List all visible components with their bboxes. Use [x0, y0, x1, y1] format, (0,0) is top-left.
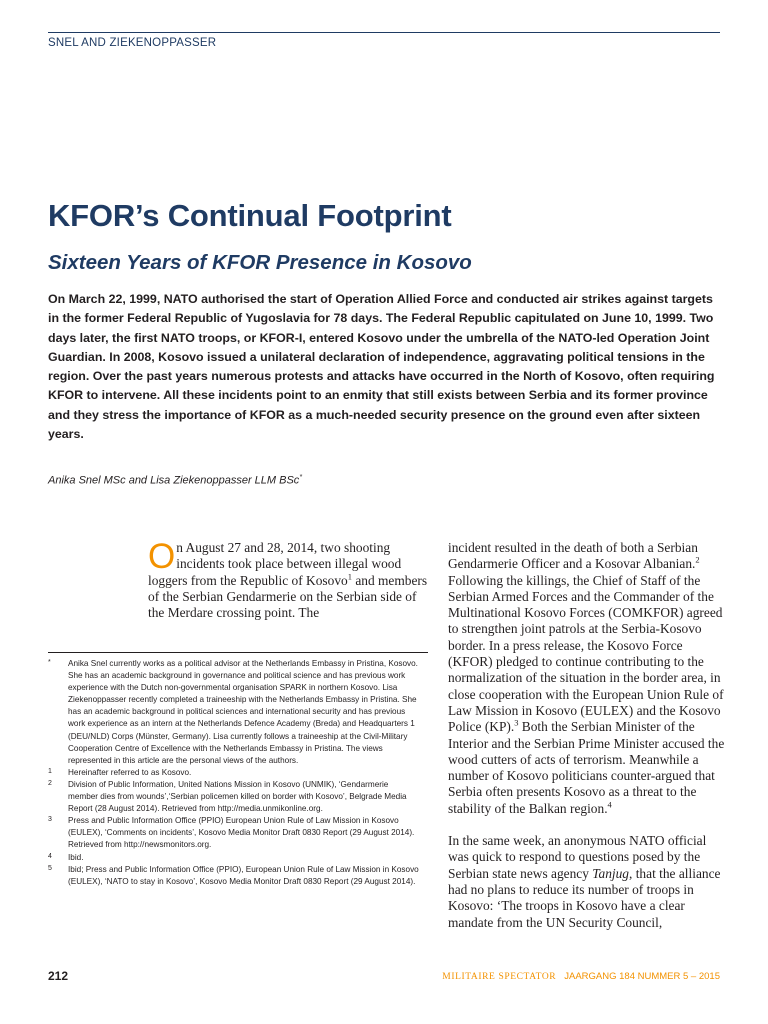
footnote-text: Hereinafter referred to as Kosovo. — [68, 767, 192, 777]
footnote-mark: 4 — [48, 852, 52, 860]
footnote-ref-3: 3 — [514, 717, 519, 728]
footnote — [48, 815, 420, 851]
publication-name: MILITAIRE SPECTATOR — [442, 972, 557, 982]
body-paragraph — [448, 540, 730, 817]
article-title: KFOR’s Continual Footprint — [48, 198, 452, 233]
authors-footnote-mark: * — [299, 474, 303, 481]
footnote-mark: 1 — [48, 767, 52, 775]
body-column-right — [448, 540, 730, 931]
running-head: SNEL AND ZIEKENOPPASSER — [48, 37, 217, 49]
footnote-mark: 5 — [48, 864, 52, 872]
body-text: Following the killings, the Chief of Staff of the Serbian Armed Forces and the Commander of the Multinational Kosovo Forces (COMKFOR) agreed to strengthen joint patrols at the Serbia-Kosovo border. In a press release, the Kosovo Force (KFOR) pledged to continue contributing to the normalization of the situation in the border area, in close cooperation with the European Union Rule of Law Mission in Kosovo (EULEX) and the Kosovo Police (KP). — [448, 572, 724, 735]
footnote-ref-1: 1 — [347, 571, 352, 582]
footnote-rule — [48, 652, 428, 653]
footnote-mark: * — [48, 659, 51, 666]
footnote — [48, 767, 420, 779]
article-abstract: On March 22, 1999, NATO authorised the start of Operation Allied Force and conducted air strikes against targets in the former Federal Republic of Yugoslavia for 78 days. The Federal Republic capitulated on June 10, 1999. Two days later, the first NATO troops, or KFOR-I, entered Kosovo under the umbrella of the NATO-led Operation Joint Guardian. In 2008, Kosovo issued a unilateral declaration of independence, aggravating political tensions in the region. Over the past years numerous protests and attacks have occurred in the North of Kosovo, often requiring KFOR to intervene. All these incidents point to an enmity that still exists between Serbia and its former province and they stress the importance of KFOR as a much-needed security presence on the ground even after sixteen years. — [48, 292, 715, 442]
issue-info: JAARGANG 184 NUMMER 5 – 2015 — [564, 971, 720, 982]
body-column-left — [148, 537, 428, 621]
body-text: , that the alliance had no plans to reduce its number of troops in Kosovo: ‘The troops in Kosovo have a clear mandate from the UN Security Council, — [448, 865, 721, 930]
body-paragraph — [448, 833, 730, 931]
footnote — [48, 658, 420, 767]
body-text: In the same week, an anonymous NATO official was quick to respond to questions posed by the Serbian state news agency — [448, 833, 707, 881]
body-text: Both the Serbian Minister of the Interior and the Serbian Prime Minister accused the wood cutters of acts of terrorism. Meanwhile a number of Kosovo politicians counter-argued that Serbia often presents Kosovo as a threat to the stability of the Balkan region. — [448, 719, 725, 816]
footnote-mark: 2 — [48, 779, 52, 787]
body-text: incident resulted in the death of both a Serbian Gendarmerie Officer and a Kosovar Albanian. — [448, 540, 698, 572]
footnote — [48, 852, 420, 864]
footnote-ref-2: 2 — [695, 554, 700, 565]
footnote-mark: 3 — [48, 816, 52, 824]
footnotes-block — [48, 658, 420, 888]
body-text: n August 27 and 28, 2014, two shooting incidents took place between illegal wood loggers from the Republic of Kosovo — [148, 540, 402, 588]
article-subtitle: Sixteen Years of KFOR Presence in Kosovo — [48, 251, 472, 274]
footnote — [48, 779, 420, 815]
footnote-text: Ibid; Press and Public Information Office (PPIO), European Union Rule of Law Mission in Kosovo (EULEX), ‘NATO to stay in Kosovo’, Kosovo Media Monitor Draft 0830 Report (29 August 2014). — [68, 864, 419, 886]
header-rule — [48, 32, 720, 33]
footnote-text: Division of Public Information, United Nations Mission in Kosovo (UNMIK), ‘Gendarmerie member dies from wounds’,‘Serbian policemen killed on border with Kosovo’, Belgrade Media Report (28 August 2014). Retrieved from http://media.unmikonline.org. — [68, 779, 407, 814]
footnote-text: Ibid. — [68, 852, 84, 862]
footnote — [48, 864, 420, 888]
footnote-text: Press and Public Information Office (PPIO) European Union Rule of Law Mission in Kosovo (EULEX), ‘Comments on incidents’, Kosovo Media Monitor Draft 0830 Report (29 August 2014). Retrieved from http://newsmonitors.org. — [68, 816, 415, 850]
article-authors — [48, 474, 302, 487]
drop-cap: O — [148, 537, 176, 576]
page-footer — [442, 971, 720, 982]
body-text: and members of the Serbian Gendarmerie on the Serbian side of the Merdare crossing point. The — [148, 572, 428, 621]
body-text-italic: Tanjug — [592, 865, 630, 881]
footnote-text: Anika Snel currently works as a political advisor at the Netherlands Embassy in Pristina, Kosovo. She has an academic background in governance and political science and has previous work experience with the Dutch non-governmental organisation SPARK in northern Kosovo. Lisa Ziekenoppasser recently completed a traineeship with the Netherlands Embassy in Pristina. She has an academic background in political sciences and international security and has previous work experience as an intern at the Netherlands Defence Academy (Breda) and Headquarters 1 (DEU/NLD) Corps (Münster, Germany). Lisa currently follows a traineeship at the Civil-Military Cooperation Centre of Excellence with the Netherlands Embassy in Pristina. The views represented in this article are the personal views of the authors. — [68, 659, 418, 765]
page-number: 212 — [48, 969, 69, 983]
authors-names: Anika Snel MSc and Lisa Ziekenoppasser LLM BSc — [48, 474, 300, 487]
footnote-ref-4: 4 — [607, 799, 612, 810]
